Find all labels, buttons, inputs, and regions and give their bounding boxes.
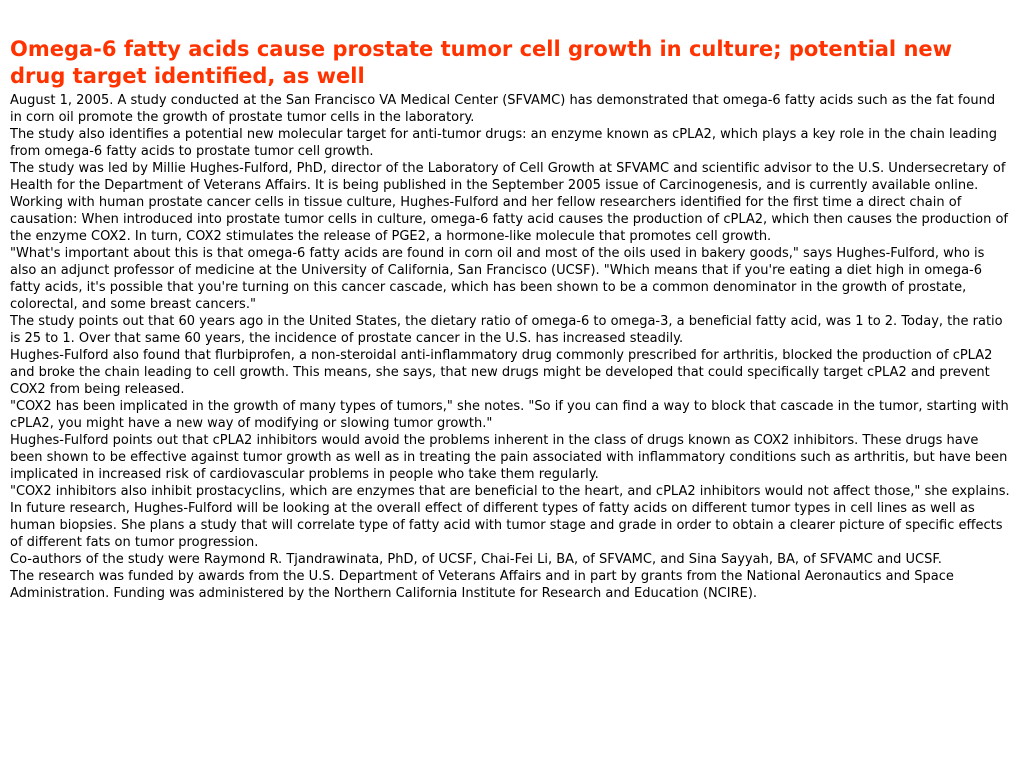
- paragraph-future-research: In future research, Hughes-Fulford will be looking at the overall effect of different types of fatty acids on different tumor types in cell lines as well as human biopsies. She plans a study that will correlate type of fatty acid with tumor stage and grade in order to obtain a clearer picture of specific effects of different fats on tumor progression.: [10, 501, 1003, 550]
- paragraph-co-authors: Co-authors of the study were Raymond R. Tjandrawinata, PhD, of UCSF, Chai-Fei Li, BA, of SFVAMC, and Sina Sayyah, BA, of SFVAMC and UCSF.: [10, 552, 942, 567]
- paragraph-dateline: August 1, 2005. A study conducted at the San Francisco VA Medical Center (SFVAMC) has demonstrated that omega-6 fatty acids such as the fat found in corn oil promote the growth of prostate tumor cells in the laboratory.: [10, 93, 996, 125]
- paragraph-study-lead: The study was led by Millie Hughes-Fulford, PhD, director of the Laboratory of Cell Growth at SFVAMC and scientific advisor to the U.S. Undersecretary of Health for the Department of Veterans Affairs. It is being published in the September 2005 issue of Carcinogenesis, and is currently available online.: [10, 161, 1006, 193]
- article-body: [10, 92, 1010, 602]
- paragraph-quote-prostacyclins: "COX2 inhibitors also inhibit prostacyclins, which are enzymes that are beneficial to the heart, and cPLA2 inhibitors would not affect those," she explains.: [10, 484, 1010, 499]
- paragraph-dietary-ratio: The study points out that 60 years ago in the United States, the dietary ratio of omega-6 to omega-3, a beneficial fatty acid, was 1 to 2. Today, the ratio is 25 to 1. Over that same 60 years, the incidence of prostate cancer in the U.S. has increased steadily.: [10, 314, 1003, 346]
- paragraph-molecular-target: The study also identifies a potential new molecular target for anti-tumor drugs: an enzyme known as cPLA2, which plays a key role in the chain leading from omega-6 fatty acids to prostate tumor cell growth.: [10, 127, 997, 159]
- paragraph-cox2-inhibitors: Hughes-Fulford points out that cPLA2 inhibitors would avoid the problems inherent in the class of drugs known as COX2 inhibitors. These drugs have been shown to be effective against tumor growth as well as in treating the pain associated with inflammatory conditions such as arthritis, but have been implicated in increased risk of cardiovascular problems in people who take them regularly.: [10, 433, 1008, 482]
- article: [10, 36, 1010, 602]
- paragraph-quote-cox2: "COX2 has been implicated in the growth of many types of tumors," she notes. "So if you can find a way to block that cascade in the tumor, starting with cPLA2, you might have a new way of modifying or slowing tumor growth.": [10, 399, 1009, 431]
- article-headline: Omega-6 fatty acids cause prostate tumor cell growth in culture; potential new drug target identified, as well: [10, 37, 953, 88]
- paragraph-funding: The research was funded by awards from the U.S. Department of Veterans Affairs and in part by grants from the National Aeronautics and Space Administration. Funding was administered by the Northern California Institute for Research and Education (NCIRE).: [10, 569, 954, 601]
- paragraph-flurbiprofen: Hughes-Fulford also found that flurbiprofen, a non-steroidal anti-inflammatory drug commonly prescribed for arthritis, blocked the production of cPLA2 and broke the chain leading to cell growth. This means, she says, that new drugs might be developed that could specifically target cPLA2 and prevent COX2 from being released.: [10, 348, 993, 397]
- paragraph-quote-corn-oil: "What's important about this is that omega-6 fatty acids are found in corn oil and most of the oils used in bakery goods," says Hughes-Fulford, who is also an adjunct professor of medicine at the University of California, San Francisco (UCSF). "Which means that if you're eating a diet high in omega-6 fatty acids, it's possible that you're turning on this cancer cascade, which has been shown to be a common denominator in the growth of prostate, colorectal, and some breast cancers.": [10, 246, 985, 312]
- paragraph-chain-of-causation: Working with human prostate cancer cells in tissue culture, Hughes-Fulford and her fellow researchers identified for the first time a direct chain of causation: When introduced into prostate tumor cells in culture, omega-6 fatty acid causes the production of cPLA2, which then causes the production of the enzyme COX2. In turn, COX2 stimulates the release of PGE2, a hormone-like molecule that promotes cell growth.: [10, 195, 1008, 244]
